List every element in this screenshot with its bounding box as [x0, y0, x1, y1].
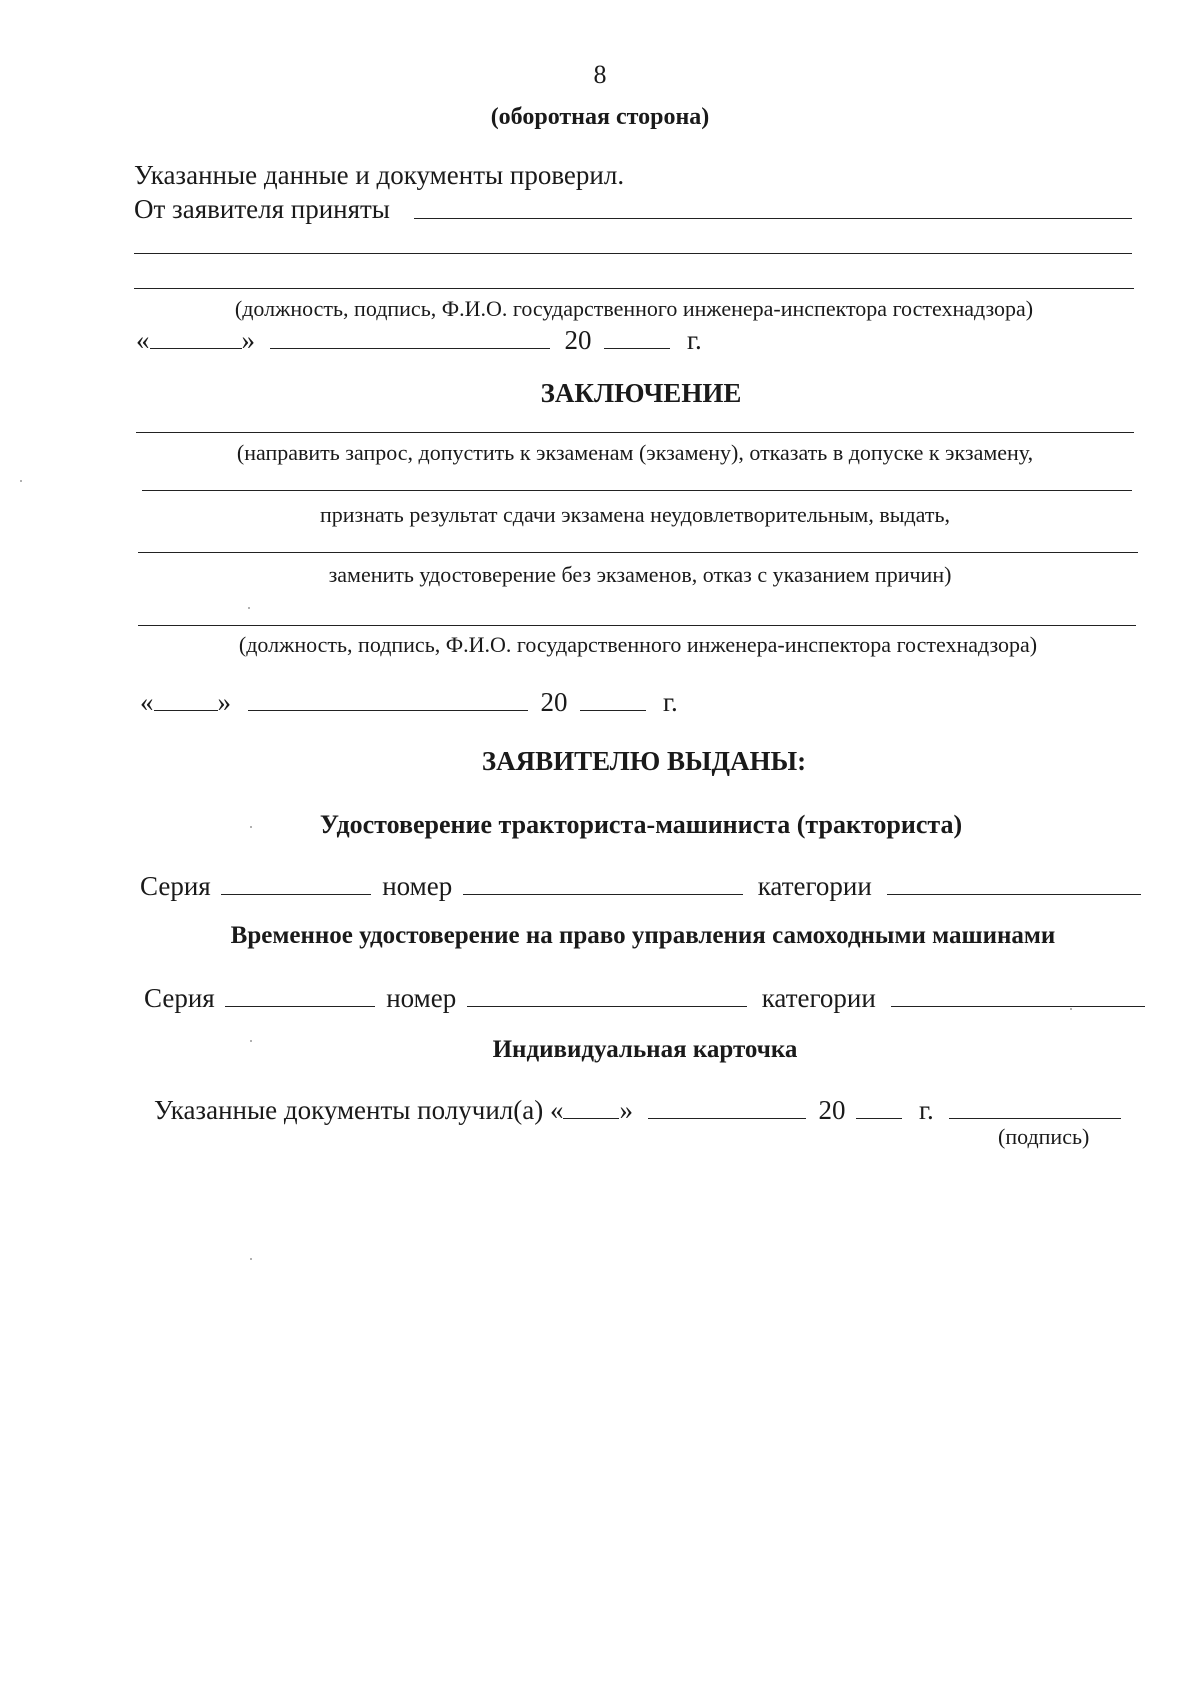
cert1-fields-row	[140, 870, 1141, 902]
date-close-quote: »	[241, 325, 255, 355]
accepted-field-line-1[interactable]	[414, 218, 1132, 219]
issued-heading: ЗАЯВИТЕЛЮ ВЫДАНЫ:	[481, 746, 807, 776]
scan-speck	[248, 607, 250, 609]
series-label: Серия	[140, 871, 211, 901]
number-field[interactable]	[463, 870, 743, 895]
month-field[interactable]	[648, 1094, 806, 1119]
scan-speck	[1070, 1008, 1072, 1010]
date-open-quote: «	[136, 325, 150, 355]
card-title: Индивидуальная карточка	[492, 1036, 798, 1063]
day-field[interactable]	[150, 324, 242, 349]
month-field[interactable]	[248, 686, 528, 711]
category-label: категории	[757, 871, 872, 901]
conclusion-caption-2: признать результат сдачи экзамена неудовлетворительным, выдать,	[319, 502, 951, 527]
inspector-caption-2: (должность, подпись, Ф.И.О. государственного инженера-инспектора гостехнадзора)	[238, 632, 1038, 657]
conclusion-caption-3: заменить удостоверение без экзаменов, отказ с указанием причин)	[328, 562, 952, 587]
date-open-quote: «	[140, 687, 154, 717]
year-suffix: г.	[663, 687, 678, 717]
category-label: категории	[761, 983, 876, 1013]
inspector-caption-1: (должность, подпись, Ф.И.О. государственного инженера-инспектора гостехнадзора)	[234, 296, 1034, 321]
received-row	[154, 1094, 1121, 1126]
category-field[interactable]	[891, 982, 1145, 1007]
date-open-quote: «	[549, 1095, 564, 1125]
date-row-1	[136, 324, 702, 356]
series-label: Серия	[144, 983, 215, 1013]
signature-field[interactable]	[949, 1094, 1121, 1119]
year-prefix: 20	[540, 687, 568, 717]
year-suffix: г.	[687, 325, 702, 355]
received-text: Указанные документы получил(а)	[154, 1095, 544, 1125]
inspector-signature-line-1[interactable]	[134, 288, 1134, 289]
number-field[interactable]	[467, 982, 747, 1007]
checked-text: Указанные данные и документы проверил.	[134, 160, 625, 190]
series-field[interactable]	[221, 870, 371, 895]
year-prefix: 20	[818, 1095, 846, 1125]
day-field[interactable]	[563, 1094, 619, 1119]
date-close-quote: »	[217, 687, 231, 717]
cert1-title: Удостоверение тракториста-машиниста (тракториста)	[319, 810, 963, 839]
scan-speck	[250, 1040, 252, 1042]
conclusion-heading: ЗАКЛЮЧЕНИЕ	[540, 378, 742, 408]
month-field[interactable]	[270, 324, 550, 349]
category-field[interactable]	[887, 870, 1141, 895]
conclusion-line-1[interactable]	[136, 432, 1134, 433]
conclusion-caption-1: (направить запрос, допустить к экзаменам (экзамену), отказать в допуске к экзамену,	[236, 440, 1034, 465]
scan-speck	[250, 1258, 252, 1260]
year-field[interactable]	[604, 324, 670, 349]
year-prefix: 20	[564, 325, 592, 355]
date-row-2	[140, 686, 678, 718]
cert2-fields-row	[144, 982, 1145, 1014]
side-label: (оборотная сторона)	[490, 104, 710, 130]
number-label: номер	[386, 983, 457, 1013]
conclusion-line-3[interactable]	[138, 552, 1138, 553]
accepted-label: От заявителя приняты	[134, 194, 390, 224]
scan-speck	[250, 826, 252, 828]
number-label: номер	[382, 871, 453, 901]
date-close-quote: »	[619, 1095, 633, 1125]
signature-caption: (подпись)	[998, 1124, 1090, 1149]
cert2-title: Временное удостоверение на право управления самоходными машинами	[230, 922, 1056, 949]
year-field[interactable]	[856, 1094, 902, 1119]
accepted-field-line-2[interactable]	[134, 253, 1132, 254]
page-number: 8	[593, 60, 607, 89]
day-field[interactable]	[154, 686, 218, 711]
scan-speck	[20, 480, 22, 482]
year-field[interactable]	[580, 686, 646, 711]
series-field[interactable]	[225, 982, 375, 1007]
inspector-signature-line-2[interactable]	[138, 625, 1136, 626]
year-suffix: г.	[918, 1095, 934, 1125]
conclusion-line-2[interactable]	[142, 490, 1132, 491]
